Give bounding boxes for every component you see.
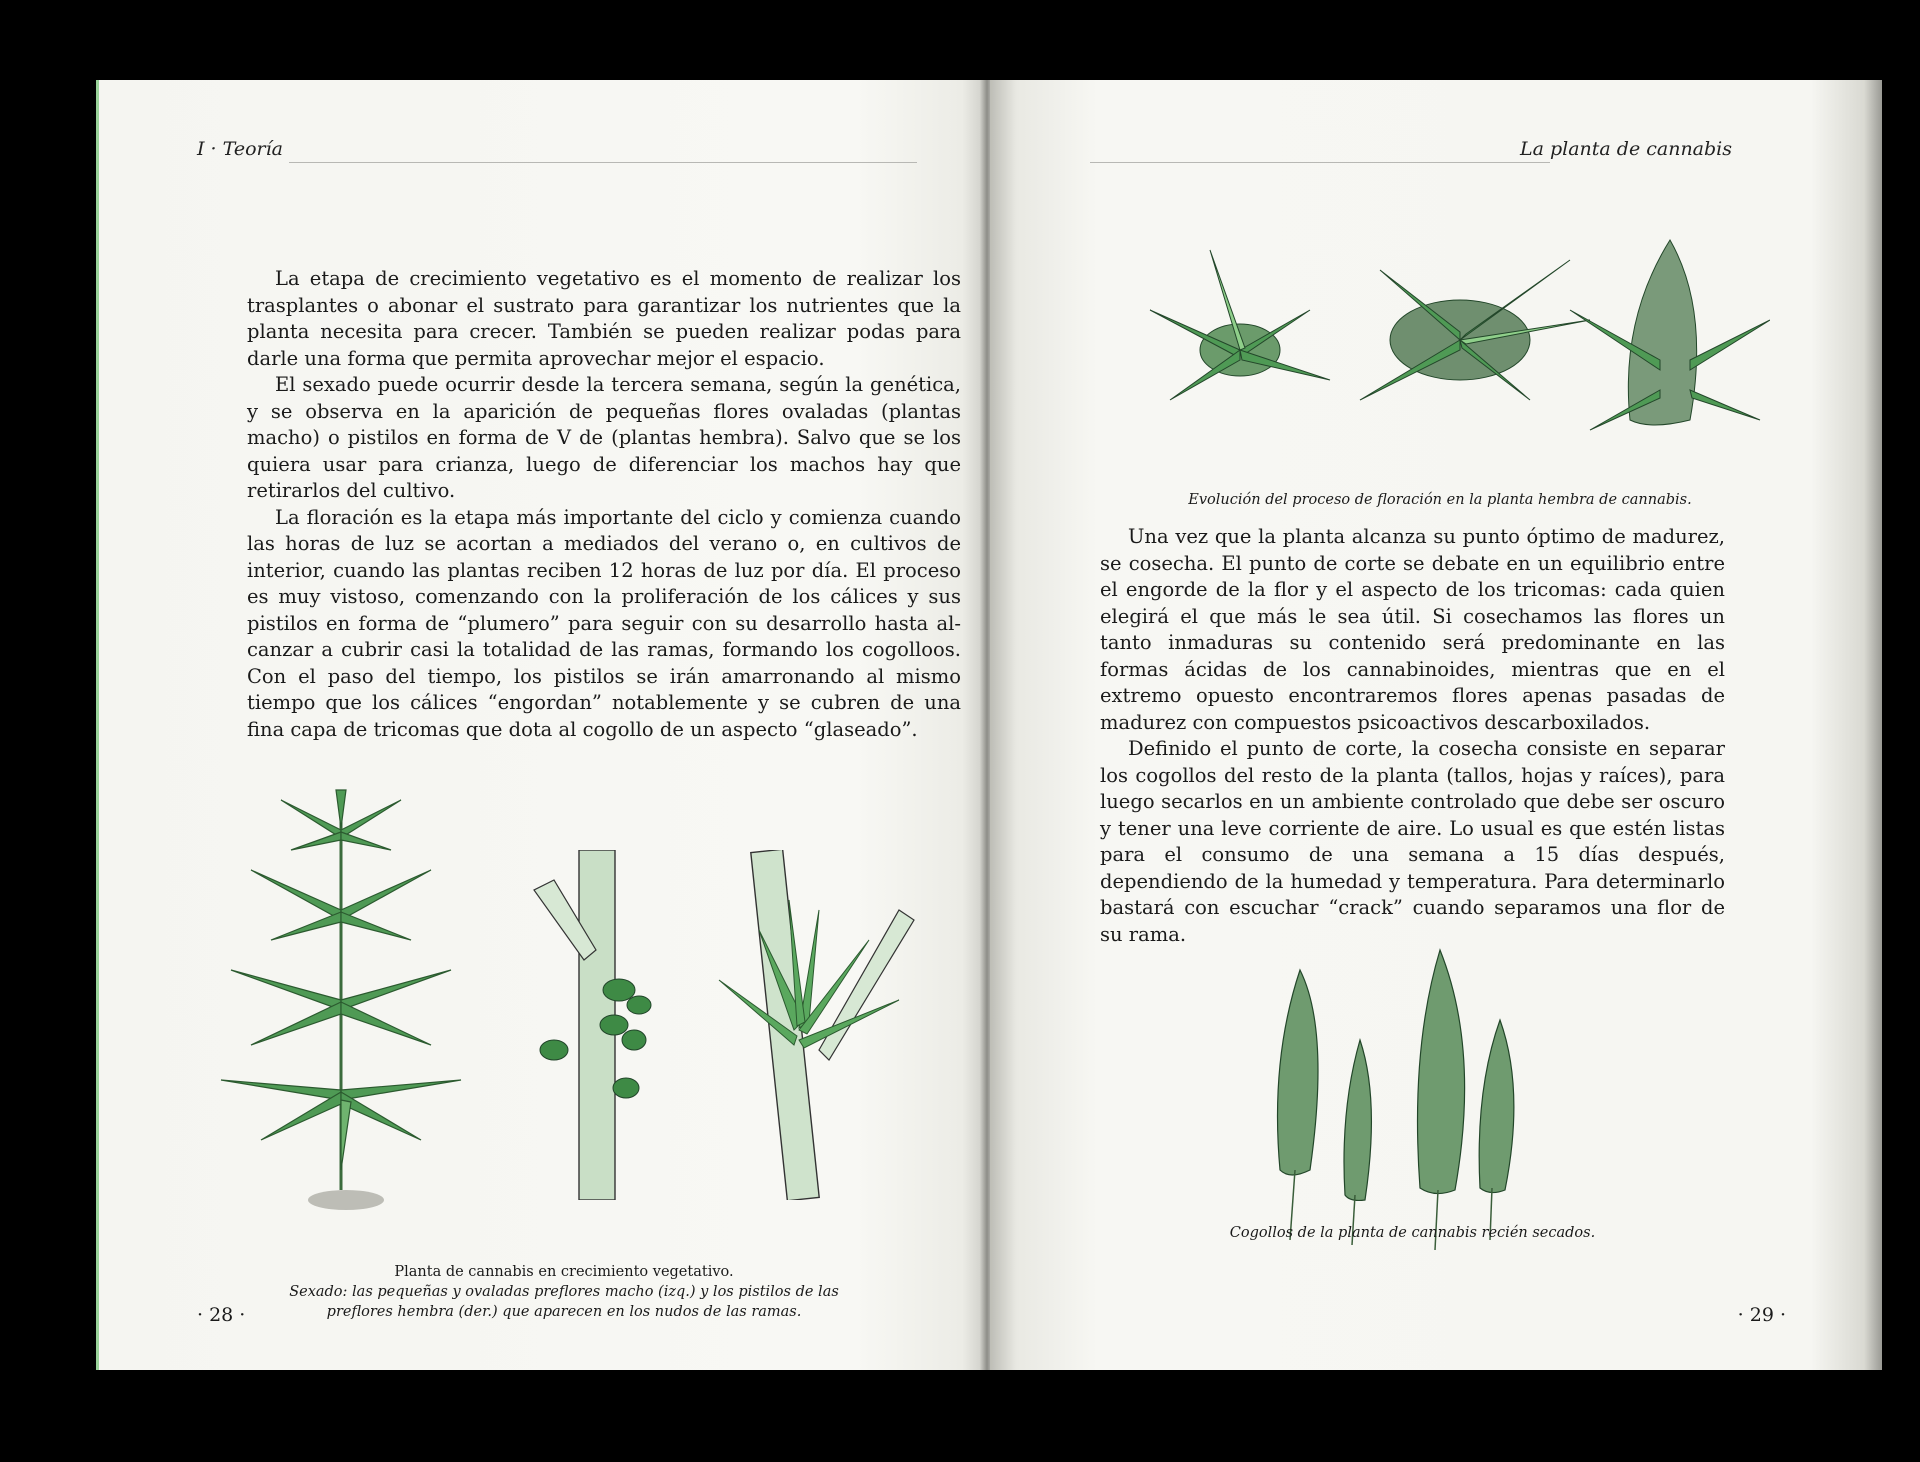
left-body-text <box>247 266 961 743</box>
left-caption <box>219 1262 909 1322</box>
left-caption-line-3: preflores hembra (der.) que aparecen en los nudos de las ramas. <box>326 1304 802 1320</box>
right-running-head: La planta de cannabis <box>1520 138 1732 160</box>
left-paragraph-3: La floración es la etapa más importante del ciclo y comienza cuando las horas de luz se acortan a mediados del verano o, en cultivos de interior, cuando las plantas reciben 12 horas de luz por día. El proceso es muy vistoso, comenzando con la proliferación de los cálices y sus pistilos en forma de “plumero” para seguir con su desarrollo hasta alcanzar a cubrir casi la totalidad de las ramas, formando los cogolloos. Con el paso del tiempo, los pistilos se irán amarronando al mismo tiempo que los cálices “engordan” notablemente y se cubren de una fina capa de tricomas que dota al cogollo de un aspecto “glaseado”. <box>247 505 961 741</box>
left-caption-line-2: Sexado: las pequeñas y ovaladas preflores macho (izq.) y los pistilos de las <box>289 1284 839 1300</box>
vegetative-plant-illustration <box>211 770 471 1230</box>
left-folio: · 28 · <box>197 1304 246 1326</box>
left-paragraph-1: La etapa de crecimiento vegetativo es el momento de realizar los trasplantes o abonar el sustrato para garantizar los nutrientes que la planta necesita para crecer. También se pueden realizar podas para darle una forma que permita aprovechar mejor el espacio. <box>247 267 961 370</box>
right-paragraph-1: Una vez que la planta alcanza su punto óptimo de madurez, se cosecha. El punto de corte se debate en un equilibrio entre el engorde de la flor y el aspecto de los tricomas: cada quien elegirá el que más le sea útil. Si cosechamos las flores un tanto inmaduras su contenido será predominante en las formas ácidas de los cannabinoides, mientras que en el extremo opuesto encontraremos flores apenas pasadas de madurez con compuestos psicoactivos descarboxilados. <box>1100 525 1725 734</box>
male-preflowers-illustration <box>524 850 664 1200</box>
right-top-caption <box>1130 490 1750 510</box>
right-page <box>990 80 1882 1370</box>
left-caption-line-1: Planta de cannabis en crecimiento vegetativo. <box>394 1264 734 1280</box>
flowering-evolution-illustration <box>1130 230 1770 450</box>
right-folio: · 29 · <box>1737 1304 1786 1326</box>
right-bottom-caption-text: Cogollos de la planta de cannabis recién secados. <box>1229 1225 1596 1241</box>
right-body-text <box>1100 524 1725 948</box>
right-paragraph-2: Definido el punto de corte, la cosecha consiste en separar los cogollos del resto de la planta (tallos, hojas y raíces), para luego secarlos en un ambiente controlado que debe ser oscuro y tener una leve corriente de aire. Lo usual es que estén listas para el consumo de una semana a 15 días después, dependiendo de la humedad y temperatura. Para determinarlo bastará con escuchar “crack” cuando separamos una flor de su rama. <box>1100 737 1725 946</box>
right-top-caption-text: Evolución del proceso de floración en la planta hembra de cannabis. <box>1188 492 1692 508</box>
left-paragraph-2: El sexado puede ocurrir desde la tercera semana, según la genética, y se observa en la aparición de pequeñas flores ovaladas (plantas macho) o pistilos en forma de V de (plantas hembra). Salvo que se los quiera usar para crianza, luego de diferenciar los machos hay que retirarlos del cultivo. <box>247 373 961 502</box>
right-bottom-caption <box>1100 1223 1725 1243</box>
dried-buds-illustration <box>1240 940 1570 1260</box>
right-header-rule <box>1090 162 1550 163</box>
left-running-head: I · Teoría <box>197 138 283 160</box>
left-page <box>96 80 989 1370</box>
female-pistils-illustration <box>699 850 939 1200</box>
left-header-rule <box>289 162 917 163</box>
book-spread <box>96 80 1882 1370</box>
